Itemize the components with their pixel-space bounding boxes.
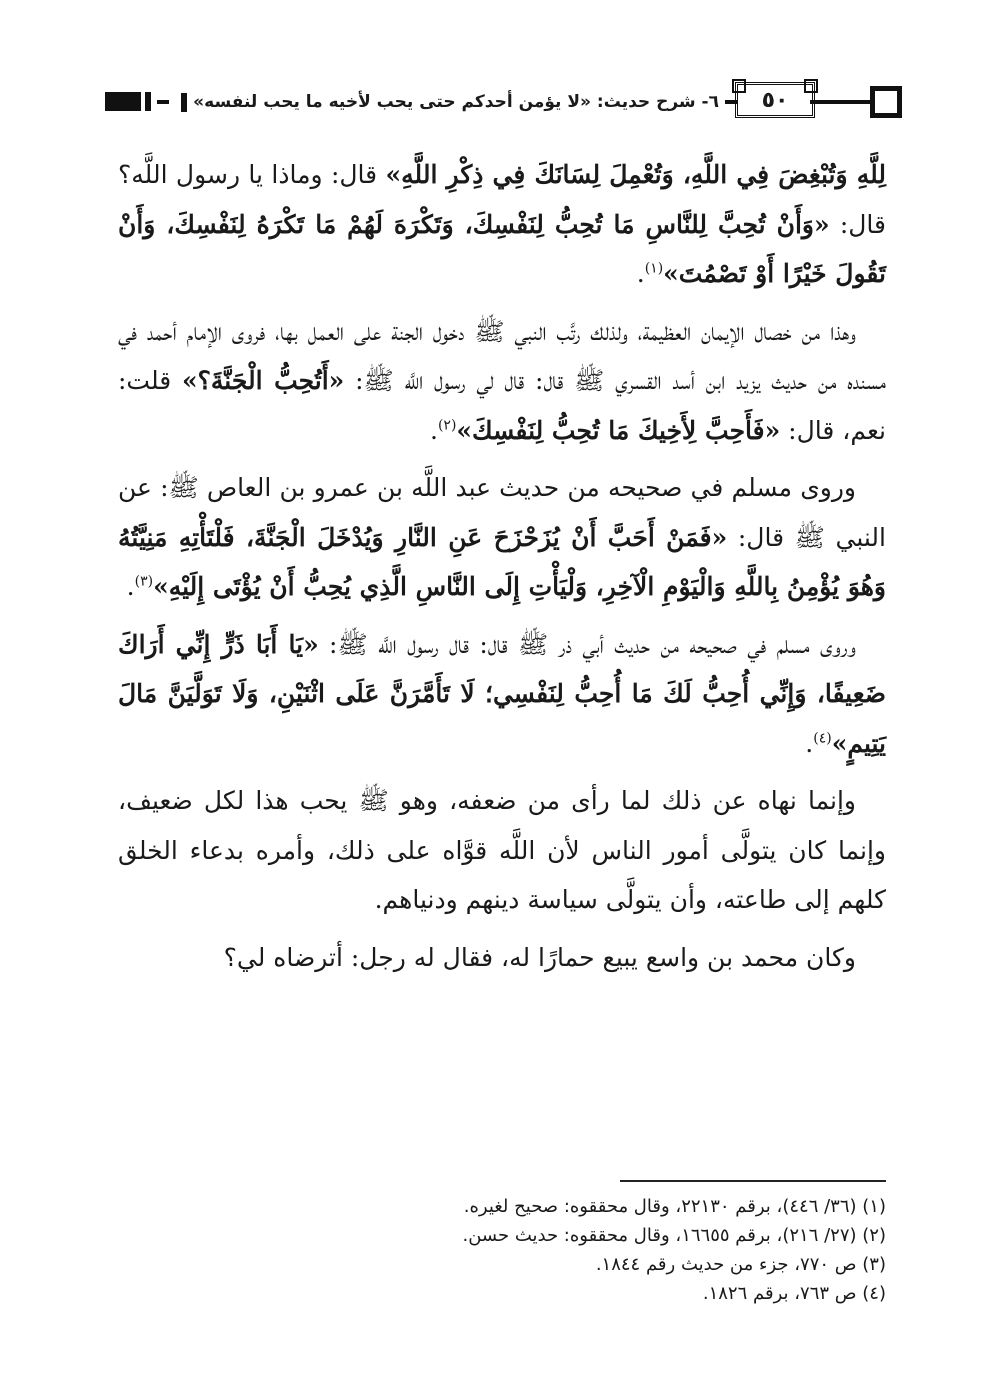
paragraph-text: وإنما نهاه عن ذلك لما رأى من ضعفه، وهو ﷺ يحب هذا لكل ضعيف، وإنما كان يتولَّى أمور الناس لأن اللَّه قوَّاه على ذلك، وأمره بدعاء الخلق كلهم إلى طاعته، وأن يتولَّى سياسة دينهم ودنياهم. bbox=[118, 786, 886, 914]
footnote: (٢) (٢٧/ ٢١٦)، برقم ١٦٦٥٥، وقال محققوه: حديث حسن. bbox=[462, 1225, 886, 1246]
paragraph-text: قلت: نعم، قال: bbox=[118, 366, 886, 445]
paragraph-text: وروى مسلم في صحيحه من حديث عبد اللَّه بن عمرو بن العاص ﷺ: عن النبي ﷺ قال: bbox=[118, 473, 886, 552]
footnote-marker: (٣) bbox=[134, 573, 154, 590]
paragraph-text: . bbox=[430, 415, 438, 445]
header-rule bbox=[157, 100, 169, 104]
footnote-marker: (٤) bbox=[813, 730, 832, 747]
footnote-separator bbox=[620, 1180, 886, 1182]
footnote-marker: (٢) bbox=[437, 417, 457, 434]
paragraph-text: وروى مسلم في صحيحه من حديث أبي ذر ﷺ قال: قال رسول اللَّه ﷺ: bbox=[318, 629, 857, 659]
header-title-bar bbox=[181, 93, 187, 112]
page-number-frame bbox=[735, 82, 815, 118]
paragraph bbox=[118, 463, 886, 612]
footnote-marker: (١) bbox=[644, 260, 664, 277]
page-number: ٥٠ bbox=[761, 87, 789, 113]
paragraph-text: قال: وماذا يا رسول اللَّه؟ قال: bbox=[118, 160, 886, 239]
paragraph-text: وكان محمد بن واسع يبيع حمارًا له، فقال له رجل: أترضاه لي؟ bbox=[223, 942, 856, 972]
footnote: (١) (٣٦/ ٤٤٦)، برقم ٢٢١٣٠، وقال محققوه: صحيح لغيره. bbox=[463, 1196, 886, 1217]
hadith-quote: «يَا أَبَا ذَرٍّ إِنِّي أَرَاكَ ضَعِيفًا، وَإِنِّي أُحِبُّ لَكَ مَا أُحِبُّ لِنَفْسِي؛ لَا تَأَمَّرَنَّ عَلَى اثْنَيْنِ، وَلَا تَوَلَّيَنَّ مَالَ يَتِيمٍ» bbox=[118, 629, 886, 758]
paragraph bbox=[118, 933, 886, 983]
header-ornament-left bbox=[105, 92, 141, 111]
hadith-quote: «فَأَحِبَّ لِأَخِيكَ مَا تُحِبُّ لِنَفْسِكَ» bbox=[456, 415, 781, 445]
hadith-quote: لِلَّهِ وَتُبْغِضَ فِي اللَّهِ، وَتُعْمِلَ لِسَانَكَ فِي ذِكْرِ اللَّهِ» bbox=[385, 160, 886, 189]
body-text bbox=[118, 150, 886, 990]
paragraph-text: وهذا من خصال الإيمان العظيمة، ولذلك رتَّب النبي ﷺ دخول الجنة على العمل بها، فروى الإمام أحمد في مسنده من حديث يزيد ابن أسد القسري ﷺ قال: قال لي رسول اللَّه ﷺ: bbox=[118, 316, 886, 395]
footnote: (٤) ص ٧٦٣، برقم ١٨٢٦. bbox=[702, 1283, 886, 1304]
paragraph bbox=[118, 620, 886, 769]
paragraph-text: . bbox=[805, 728, 814, 758]
paragraph bbox=[118, 307, 886, 456]
hadith-quote: «فَمَنْ أَحَبَّ أَنْ يُزَحْزَحَ عَنِ النَّارِ وَيُدْخَلَ الْجَنَّةَ، فَلْتَأْتِهِ مَنِيَّتُهُ وَهُوَ يُؤْمِنُ بِاللَّهِ وَالْيَوْمِ الْآخِرِ، وَلْيَأْتِ إِلَى النَّاسِ الَّذِي يُحِبُّ أَنْ يُؤْتَى إِلَيْهِ» bbox=[118, 522, 886, 601]
footnotes bbox=[118, 1192, 886, 1308]
paragraph bbox=[118, 776, 886, 925]
paragraph bbox=[118, 150, 886, 299]
hadith-quote: «أَتُحِبُّ الْجَنَّةَ؟» bbox=[181, 366, 345, 395]
hadith-quote: «وَأَنْ تُحِبَّ لِلنَّاسِ مَا تُحِبُّ لِنَفْسِكَ، وَتَكْرَهَ لَهُمْ مَا تَكْرَهُ لِنَفْسِكَ، وَأَنْ تَقُولَ خَيْرًا أَوْ تَصْمُتَ» bbox=[118, 209, 886, 288]
footnote: (٣) ص ٧٧٠، جزء من حديث رقم ١٨٤٤. bbox=[595, 1254, 886, 1275]
header-title-text: ٦- شرح حديث: «لا يؤمن أحدكم حتى يحب لأخيه ما يحب لنفسه» bbox=[193, 92, 719, 112]
paragraph-text: . bbox=[636, 259, 645, 288]
running-header bbox=[105, 82, 905, 122]
header-rule bbox=[810, 100, 870, 104]
header-ornament-square bbox=[870, 86, 902, 118]
paragraph-text: . bbox=[126, 572, 135, 601]
header-title bbox=[171, 88, 719, 116]
